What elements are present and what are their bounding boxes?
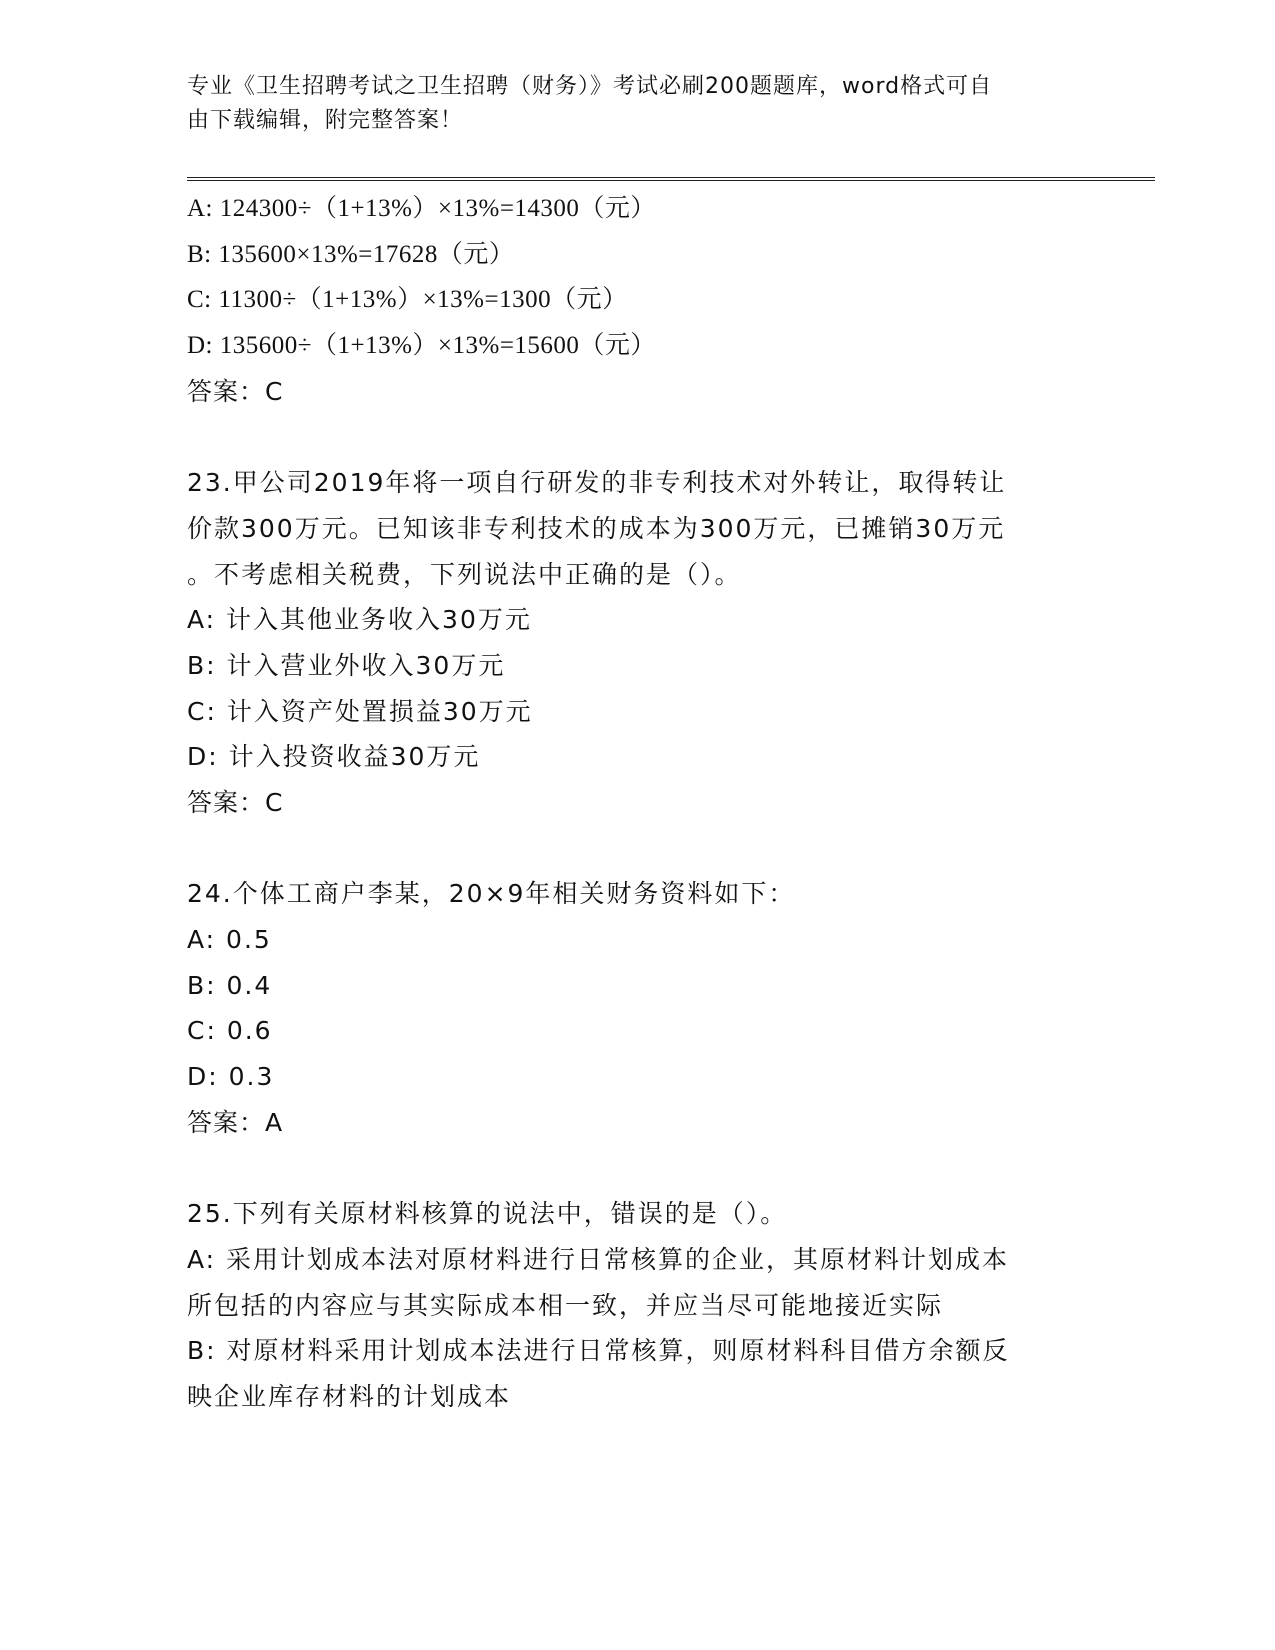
option-d: D: 135600÷（1+13%）×13%=15600（元） [187, 332, 656, 360]
spacer [187, 826, 1087, 872]
option-b: B: 计入营业外收入30万元 [187, 650, 506, 680]
header-divider [187, 177, 1155, 181]
answer: 答案：A [187, 1107, 284, 1137]
question-content [187, 186, 1087, 1420]
option-a-continued: 所包括的内容应与其实际成本相一致，并应当尽可能地接近实际 [187, 1290, 944, 1320]
question-22 [187, 186, 1087, 414]
option-b: B: 135600×13%=17628（元） [187, 240, 515, 268]
spacer [187, 414, 1087, 460]
header-line-2: 由下载编辑，附完整答案！ [187, 108, 464, 133]
option-a: A: 0.5 [187, 925, 272, 954]
spacer [187, 1145, 1087, 1191]
question-stem: 。不考虑相关税费，下列说法中正确的是（）。 [187, 559, 742, 589]
option-c: C: 计入资产处置损益30万元 [187, 696, 533, 726]
option-c: C: 11300÷（1+13%）×13%=1300（元） [187, 286, 628, 314]
question-stem: 价款300万元。已知该非专利技术的成本为300万元，已摊销30万元 [187, 513, 1006, 543]
option-d: D: 计入投资收益30万元 [187, 742, 481, 772]
option-b-continued: 映企业库存材料的计划成本 [187, 1381, 512, 1411]
question-stem: 25.下列有关原材料核算的说法中，错误的是（）。 [187, 1199, 788, 1229]
option-d: D: 0.3 [187, 1062, 275, 1092]
answer: 答案：C [187, 787, 284, 817]
header-line-1: 专业《卫生招聘考试之卫生招聘（财务）》考试必刷200题题库，word格式可自 [187, 74, 993, 99]
question-23 [187, 460, 1087, 826]
question-stem: 24.个体工商户李某，20×9年相关财务资料如下： [187, 879, 796, 909]
document-header [187, 70, 1067, 138]
question-25 [187, 1191, 1087, 1419]
option-a: A: 计入其他业务收入30万元 [187, 605, 532, 635]
option-b: B: 0.4 [187, 970, 273, 1000]
question-24 [187, 871, 1087, 1145]
option-a: A: 采用计划成本法对原材料进行日常核算的企业，其原材料计划成本 [187, 1244, 1010, 1274]
option-c: C: 0.6 [187, 1016, 273, 1046]
answer: 答案：C [187, 376, 284, 406]
option-b: B: 对原材料采用计划成本法进行日常核算，则原材料科目借方余额反 [187, 1336, 1010, 1366]
question-stem: 23.甲公司2019年将一项自行研发的非专利技术对外转让，取得转让 [187, 468, 1007, 498]
option-a: A: 124300÷（1+13%）×13%=14300（元） [187, 195, 656, 222]
